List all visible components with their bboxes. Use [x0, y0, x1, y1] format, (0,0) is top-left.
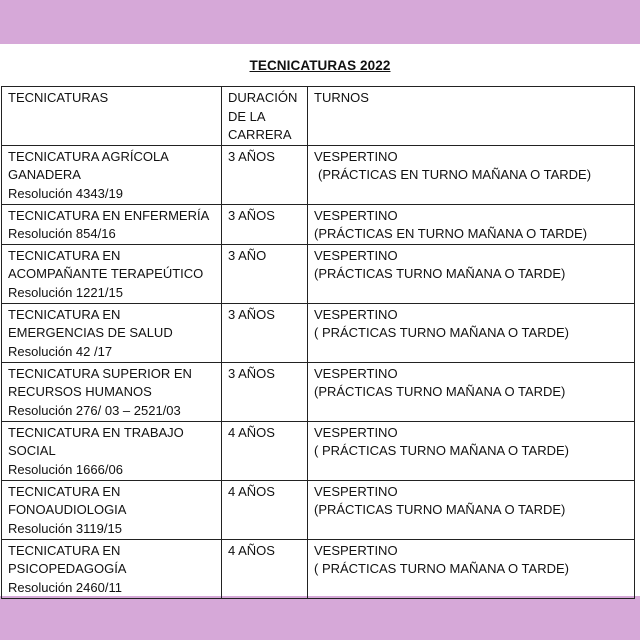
career-cell: TECNICATURA EN EMERGENCIAS DE SALUD Resolución 42 /17	[2, 303, 222, 362]
career-cell: TECNICATURA EN ACOMPAÑANTE TERAPEÚTICO Resolución 1221/15	[2, 244, 222, 303]
duration-cell: 3 AÑO	[222, 244, 308, 303]
career-cell: TECNICATURA EN ENFERMERÍA Resolución 854/16	[2, 204, 222, 244]
table-row	[2, 539, 635, 598]
table-row	[2, 303, 635, 362]
table-header-row	[2, 87, 635, 146]
duration-cell: 3 AÑOS	[222, 303, 308, 362]
table-row	[2, 244, 635, 303]
shift-cell: VESPERTINO (PRÁCTICAS TURNO MAÑANA O TARDE)	[308, 244, 635, 303]
table-row	[2, 480, 635, 539]
header-careers: TECNICATURAS	[2, 87, 222, 146]
document-sheet	[0, 44, 640, 596]
document-title: TECNICATURAS 2022	[249, 58, 391, 73]
career-cell: TECNICATURA SUPERIOR EN RECURSOS HUMANOS Resolución 276/ 03 – 2521/03	[2, 362, 222, 421]
careers-table	[1, 86, 635, 599]
duration-cell: 4 AÑOS	[222, 480, 308, 539]
header-shifts: TURNOS	[308, 87, 635, 146]
duration-cell: 4 AÑOS	[222, 421, 308, 480]
shift-cell: VESPERTINO ( PRÁCTICAS TURNO MAÑANA O TARDE)	[308, 303, 635, 362]
duration-cell: 3 AÑOS	[222, 145, 308, 204]
shift-cell: VESPERTINO (PRÁCTICAS EN TURNO MAÑANA O TARDE)	[308, 145, 635, 204]
table-row	[2, 421, 635, 480]
career-cell: TECNICATURA EN TRABAJO SOCIAL Resolución 1666/06	[2, 421, 222, 480]
header-duration: DURACIÓN DE LA CARRERA	[222, 87, 308, 146]
duration-cell: 4 AÑOS	[222, 539, 308, 598]
career-cell: TECNICATURA EN PSICOPEDAGOGÍA Resolución 2460/11	[2, 539, 222, 598]
shift-cell: VESPERTINO ( PRÁCTICAS TURNO MAÑANA O TARDE)	[308, 421, 635, 480]
shift-cell: VESPERTINO (PRÁCTICAS TURNO MAÑANA O TARDE)	[308, 480, 635, 539]
table-row	[2, 204, 635, 244]
table-row	[2, 145, 635, 204]
shift-cell: VESPERTINO (PRÁCTICAS TURNO MAÑANA O TARDE)	[308, 362, 635, 421]
duration-cell: 3 AÑOS	[222, 362, 308, 421]
shift-cell: VESPERTINO (PRÁCTICAS EN TURNO MAÑANA O TARDE)	[308, 204, 635, 244]
career-cell: TECNICATURA EN FONOAUDIOLOGIA Resolución 3119/15	[2, 480, 222, 539]
duration-cell: 3 AÑOS	[222, 204, 308, 244]
table-row	[2, 362, 635, 421]
career-cell: TECNICATURA AGRÍCOLA GANADERA Resolución 4343/19	[2, 145, 222, 204]
shift-cell: VESPERTINO ( PRÁCTICAS TURNO MAÑANA O TARDE)	[308, 539, 635, 598]
